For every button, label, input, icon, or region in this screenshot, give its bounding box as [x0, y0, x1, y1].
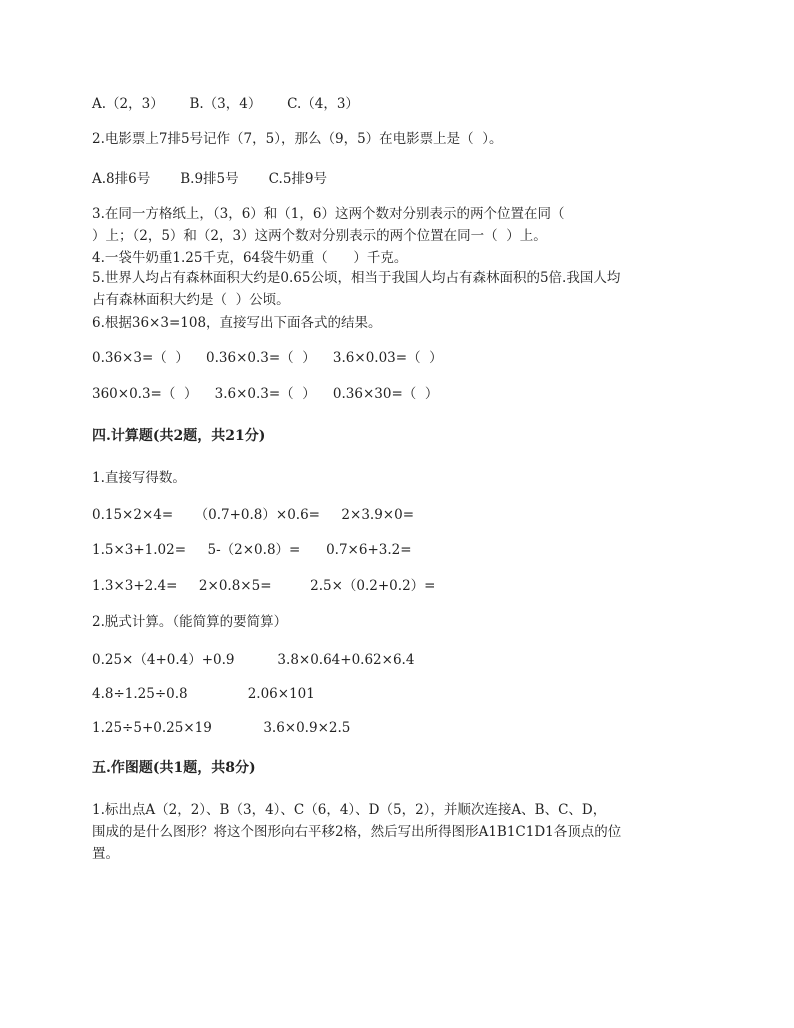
calc2-row3: 1.25÷5+0.25×19 3.6×0.9×2.5: [92, 720, 351, 736]
calc2-row2: 4.8÷1.25÷0.8 2.06×101: [92, 686, 315, 702]
q2-question: 2.电影票上7排5号记作（7，5），那么（9，5）在电影票上是（ ）。: [92, 131, 503, 147]
draw1-line3: 置。: [92, 846, 119, 862]
calc1-row2: 1.5×3+1.02= 5-（2×0.8）= 0.7×6+3.2=: [92, 542, 412, 558]
q6-row1: 0.36×3=（ ） 0.36×0.3=（ ） 3.6×0.03=（ ）: [92, 350, 443, 366]
calc1-title: 1.直接写得数。: [92, 470, 186, 486]
draw1-line1: 1.标出点A（2，2）、B（3，4）、C（6，4）、D（5，2），并顺次连接A、B、C、D，: [92, 802, 607, 818]
section4-heading: 四.计算题(共2题，共21分): [92, 428, 266, 444]
q6-row2: 360×0.3=（ ） 3.6×0.3=（ ） 0.36×30=（ ）: [92, 386, 439, 402]
q2-options: A.8排6号 B.9排5号 C.5排9号: [92, 171, 328, 187]
q6-question: 6.根据36×3=108，直接写出下面各式的结果。: [92, 315, 382, 331]
section5-heading: 五.作图题(共1题，共8分): [92, 760, 256, 776]
calc1-row1: 0.15×2×4= （0.7+0.8）×0.6= 2×3.9×0=: [92, 507, 415, 523]
calc1-row3: 1.3×3+2.4= 2×0.8×5= 2.5×（0.2+0.2）=: [92, 578, 436, 594]
q3-line2: ）上；（2，5）和（2，3）这两个数对分别表示的两个位置在同一（ ）上。: [92, 228, 547, 244]
calc2-row1: 0.25×（4+0.4）+0.9 3.8×0.64+0.62×6.4: [92, 652, 415, 668]
q5-line2: 占有森林面积大约是（ ）公顷。: [92, 292, 290, 308]
q5-line1: 5.世界人均占有森林面积大约是0.65公顷，相当于我国人均占有森林面积的5倍.我国人均: [92, 270, 621, 286]
q4-question: 4.一袋牛奶重1.25千克，64袋牛奶重（ ）千克。: [92, 250, 408, 266]
q3-line1: 3.在同一方格纸上，（3，6）和（1，6）这两个数对分别表示的两个位置在同（: [92, 206, 565, 222]
q1-options: A.（2，3） B.（3，4） C.（4，3）: [92, 96, 359, 112]
calc2-title: 2.脱式计算。（能简算的要简算）: [92, 614, 288, 630]
draw1-line2: 围成的是什么图形？将这个图形向右平移2格，然后写出所得图形A1B1C1D1各顶点的位: [92, 824, 622, 840]
